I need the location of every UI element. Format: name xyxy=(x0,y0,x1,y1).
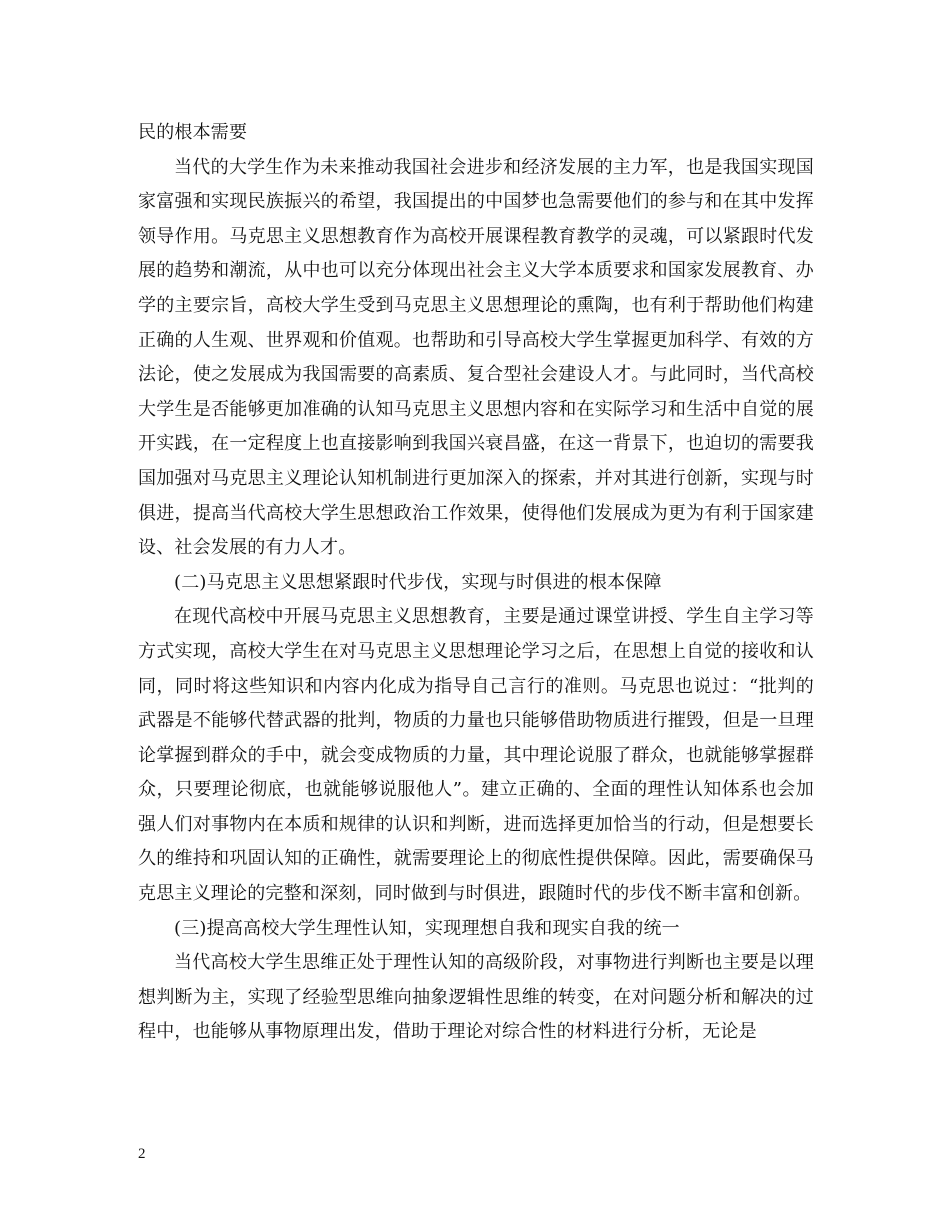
page-number: 2 xyxy=(138,1146,146,1162)
section-heading: (三)提高高校大学生理性认知，实现理想自我和现实自我的统一 xyxy=(174,917,680,939)
paragraph: 当代高校大学生思维正处于理性认知的高级阶段，对事物进行判断也主要是以理想判断为主，实现了经验型思维向抽象逻辑性思维的转变，在对问题分析和解决的过程中，也能够从事物原理出发，借助于理论对综合性的材料进行分析，无论是 xyxy=(138,952,814,1043)
paragraph: 在现代高校中开展马克思主义思想教育，主要是通过课堂讲授、学生自主学习等方式实现，高校大学生在对马克思主义思想理论学习之后，在思想上自觉的接收和认同，同时将这些知识和内容内化成为指导自己言行的准则。马克思也说过：“批判的武器是不能够代替武器的批判，物质的力量也只能够借助物质进行摧毁，但是一旦理论掌握到群众的手中，就会变成物质的力量，其中理论说服了群众，也就能够掌握群众，只要理论彻底，也就能够说服他人”。建立正确的、全面的理性认知体系也会加强人们对事物内在本质和规律的认识和判断，进而选择更加恰当的行动，但是想要长久的维持和巩固认知的正确性，就需要理论上的彻底性提供保障。因此，需要确保马克思主义理论的完整和深刻，同时做到与时俱进，跟随时代的步伐不断丰富和创新。 xyxy=(138,606,814,905)
body-text xyxy=(138,116,814,1050)
section-heading: (二)马克思主义思想紧跟时代步伐，实现与时俱进的根本保障 xyxy=(174,571,662,593)
paragraph-continuation: 民的根本需要 xyxy=(138,122,248,143)
paragraph: 当代的大学生作为未来推动我国社会进步和经济发展的主力军，也是我国实现国家富强和实现民族振兴的希望，我国提出的中国梦也急需要他们的参与和在其中发挥领导作用。马克思主义思想教育作为高校开展课程教育教学的灵魂，可以紧跟时代发展的趋势和潮流，从中也可以充分体现出社会主义大学本质要求和国家发展教育、办学的主要宗旨，高校大学生受到马克思主义思想理论的熏陶，也有利于帮助他们构建正确的人生观、世界观和价值观。也帮助和引导高校大学生掌握更加科学、有效的方法论，使之发展成为我国需要的高素质、复合型社会建设人才。与此同时，当代高校大学生是否能够更加准确的认知马克思主义思想内容和在实际学习和生活中自觉的展开实践，在一定程度上也直接影响到我国兴衰昌盛，在这一背景下，也迫切的需要我国加强对马克思主义理论认知机制进行更加深入的探索，并对其进行创新，实现与时俱进，提高当代高校大学生思想政治工作效果，使得他们发展成为更为有利于国家建设、社会发展的有力人才。 xyxy=(138,156,814,559)
